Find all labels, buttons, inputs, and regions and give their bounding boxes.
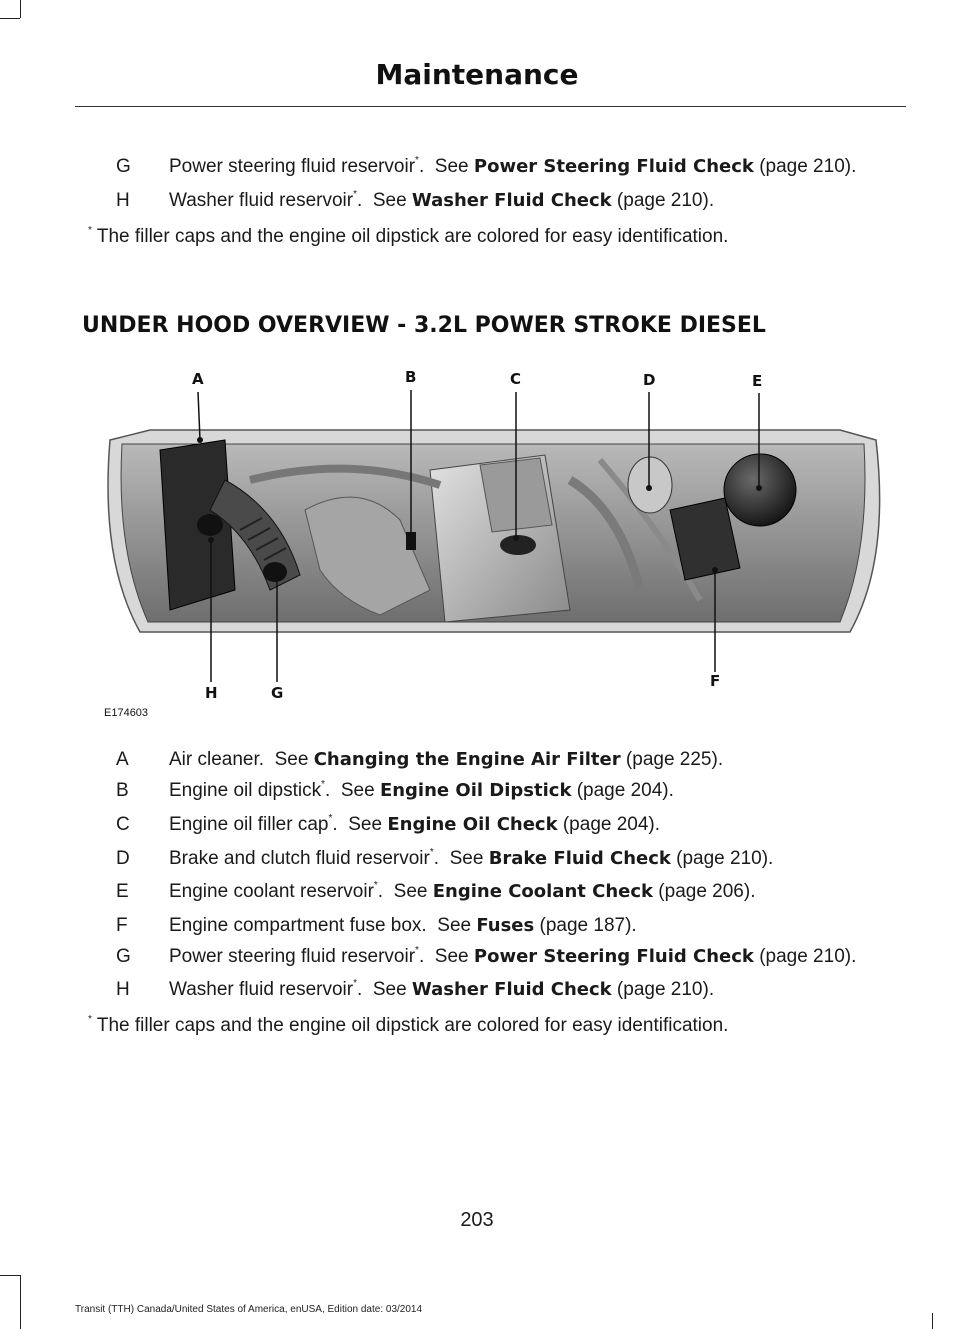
- footer-edition: Transit (TTH) Canada/United States of America, enUSA, Edition date: 03/2014: [75, 1304, 423, 1315]
- figure-id: E174603: [104, 707, 149, 719]
- item-letter: G: [116, 946, 131, 967]
- item-letter: H: [116, 190, 130, 211]
- callout-label: G: [271, 684, 284, 702]
- item-text: Brake and clutch fluid reservoir*. See Brake Fluid Check (page 210).: [169, 847, 774, 869]
- list-item: [0, 977, 954, 1003]
- list-item: [0, 879, 954, 905]
- callout-label: D: [643, 371, 656, 389]
- page-title: Maintenance: [375, 58, 579, 91]
- list-item: [0, 944, 954, 970]
- section-heading: UNDER HOOD OVERVIEW - 3.2L POWER STROKE DIESEL: [82, 313, 766, 338]
- item-letter: E: [116, 881, 129, 902]
- callout-label: C: [510, 370, 522, 388]
- cross-reference-link[interactable]: Washer Fluid Check: [411, 190, 612, 211]
- item-text: Air cleaner. See Changing the Engine Air Filter (page 225).: [169, 749, 724, 770]
- item-text: Engine coolant reservoir*. See Engine Coolant Check (page 206).: [169, 880, 756, 902]
- item-letter: H: [116, 979, 130, 1000]
- footnote: * The filler caps and the engine oil dipstick are colored for easy identification.: [88, 225, 729, 247]
- item-letter: G: [116, 156, 131, 177]
- crop-mark: [932, 1313, 933, 1329]
- item-letter: A: [116, 749, 129, 770]
- cross-reference-link[interactable]: Engine Coolant Check: [432, 881, 654, 902]
- list-item: [0, 812, 954, 838]
- washer-cap: [197, 514, 223, 536]
- callout-label: E: [752, 372, 763, 390]
- item-text: Power steering fluid reservoir*. See Power Steering Fluid Check (page 210).: [169, 155, 857, 177]
- crop-mark: [0, 1275, 20, 1276]
- engine-bay-illustration: [100, 360, 890, 720]
- item-text: Washer fluid reservoir*. See Washer Fluid Check (page 210).: [169, 978, 715, 1000]
- item-text: Engine oil dipstick*. See Engine Oil Dipstick (page 204).: [169, 779, 674, 801]
- list-item: [0, 747, 954, 773]
- item-text: Engine compartment fuse box. See Fuses (page 187).: [169, 915, 637, 936]
- item-text: Power steering fluid reservoir*. See Power Steering Fluid Check (page 210).: [169, 945, 857, 967]
- engine-bay-drawing: [100, 360, 890, 720]
- page-number: 203: [460, 1209, 494, 1231]
- footnote: * The filler caps and the engine oil dipstick are colored for easy identification.: [88, 1014, 729, 1036]
- list-item: [0, 846, 954, 872]
- item-letter: B: [116, 780, 129, 801]
- cross-reference-link[interactable]: Power Steering Fluid Check: [473, 946, 754, 967]
- cross-reference-link[interactable]: Engine Oil Check: [387, 814, 558, 835]
- crop-mark: [0, 18, 20, 19]
- crop-mark: [20, 0, 21, 18]
- cross-reference-link[interactable]: Washer Fluid Check: [411, 979, 612, 1000]
- callout-label: A: [192, 370, 204, 388]
- item-letter: F: [116, 915, 128, 936]
- cross-reference-link[interactable]: Engine Oil Dipstick: [379, 780, 572, 801]
- cross-reference-link[interactable]: Fuses: [476, 915, 535, 936]
- crop-mark: [20, 1275, 21, 1329]
- list-item: [0, 913, 954, 939]
- callout-label: F: [710, 672, 721, 690]
- item-text: Engine oil filler cap*. See Engine Oil Check (page 204).: [169, 813, 661, 835]
- list-item: [0, 188, 954, 214]
- callout-label: B: [405, 368, 417, 386]
- cross-reference-link[interactable]: Brake Fluid Check: [488, 848, 671, 869]
- item-text: Washer fluid reservoir*. See Washer Fluid Check (page 210).: [169, 189, 715, 211]
- callout-label: H: [205, 684, 218, 702]
- cross-reference-link[interactable]: Changing the Engine Air Filter: [313, 749, 621, 770]
- item-letter: D: [116, 848, 130, 869]
- title-rule: [75, 106, 906, 107]
- list-item: [0, 154, 954, 180]
- list-item: [0, 778, 954, 804]
- item-letter: C: [116, 814, 130, 835]
- brake-reservoir: [628, 457, 672, 513]
- cross-reference-link[interactable]: Power Steering Fluid Check: [473, 156, 754, 177]
